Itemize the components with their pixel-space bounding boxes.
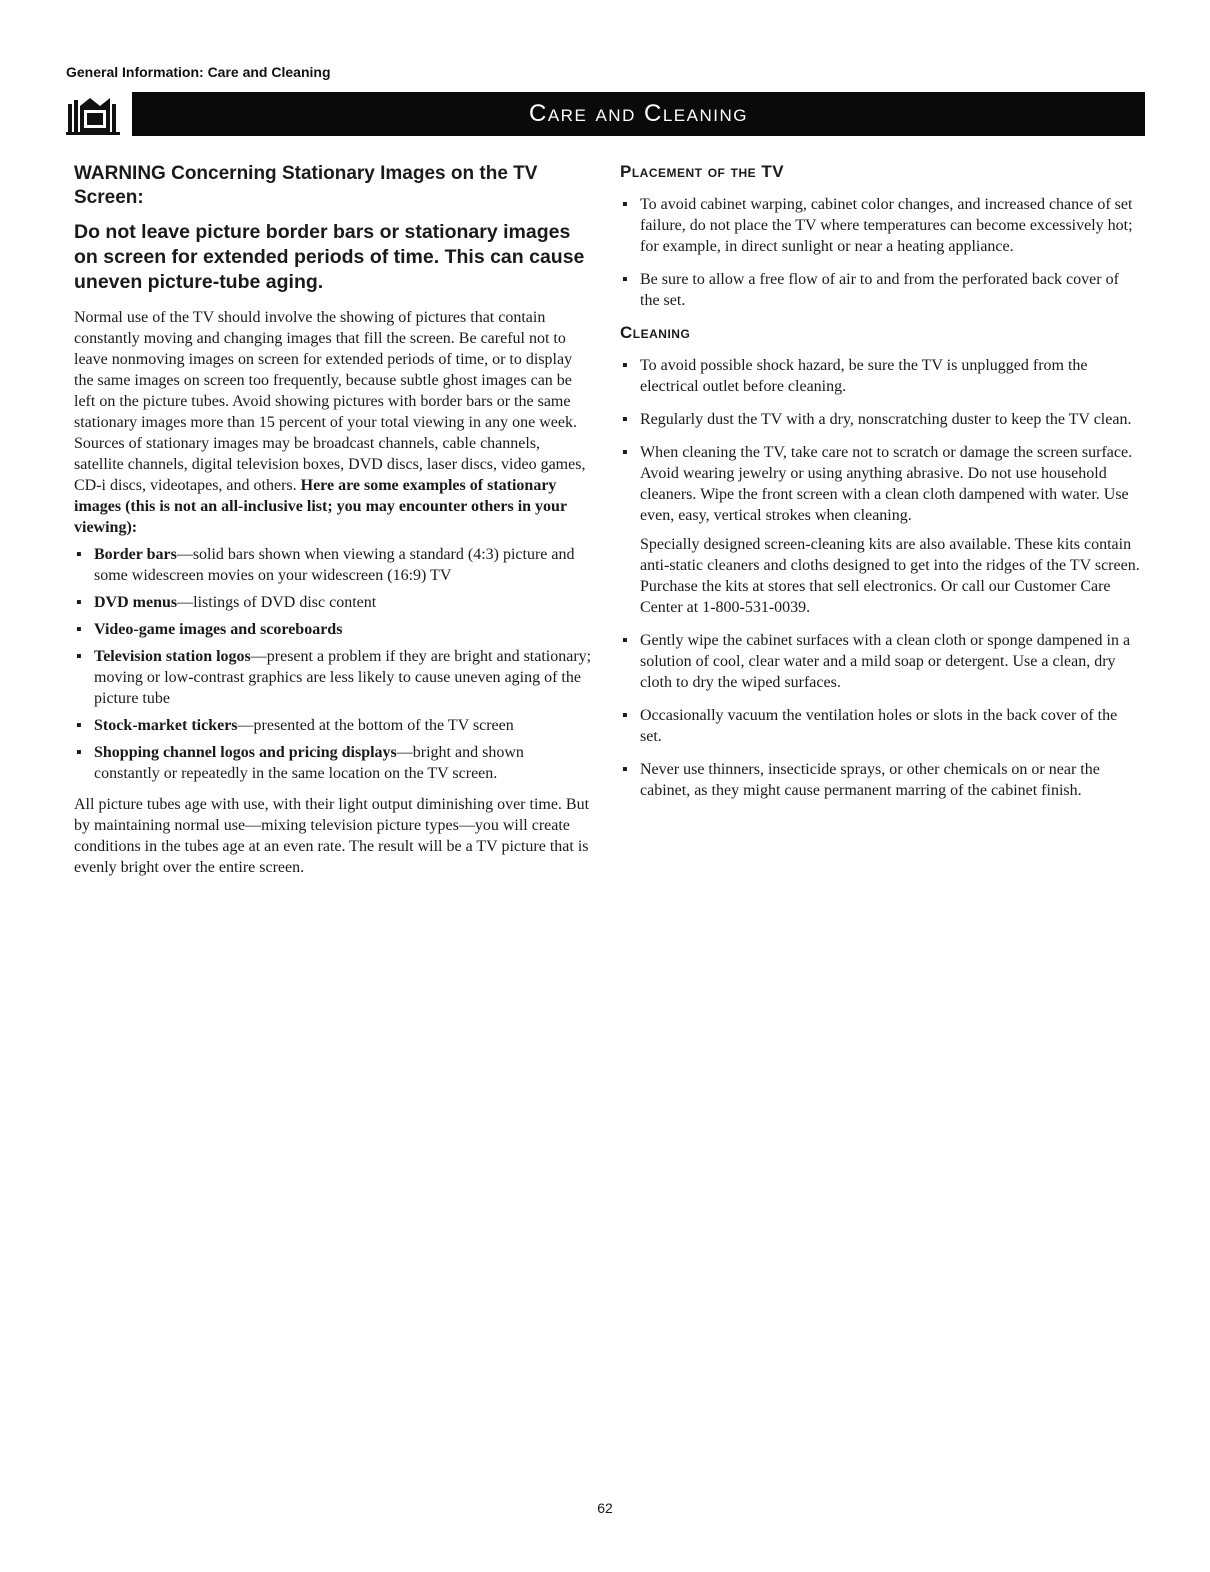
list-item: ▪ Border bars—solid bars shown when viewing a standard (4:3) picture and some widescreen movies on your widescreen (16:9) TV [76, 546, 575, 584]
left-column [74, 162, 592, 884]
cleaning-text: When cleaning the TV, take care not to scratch or damage the screen surface. Avoid wearing jewelry or using anything abrasive. Do not use household cleaners. Wipe the front screen with a clean cloth dampened with water. Use even, easy, vertical strokes when cleaning. [640, 444, 1133, 524]
tv-manual-logo-icon [66, 90, 120, 136]
placement-list [620, 194, 1142, 311]
example-text: —listings of DVD disc content [177, 594, 377, 611]
cleaning-list-b [620, 630, 1142, 801]
cleaning-heading: Cleaning [620, 323, 691, 342]
cleaning-text: Gently wipe the cabinet surfaces with a clean cloth or sponge dampened in a solution of cool, clear water and a mild soap or detergent. Use a clean, dry cloth to dry the wiped surfaces. [640, 632, 1131, 691]
cleaning-list-a [620, 355, 1142, 526]
example-term: Stock-market tickers [94, 717, 238, 734]
list-item: ▪ Occasionally vacuum the ventilation holes or slots in the back cover of the set. [622, 707, 1118, 745]
cleaning-text: Occasionally vacuum the ventilation holes or slots in the back cover of the set. [640, 707, 1118, 745]
example-term: Shopping channel logos and pricing displays [94, 744, 397, 761]
placement-text: Be sure to allow a free flow of air to and from the perforated back cover of the set. [640, 271, 1119, 309]
list-item: ▪ Be sure to allow a free flow of air to and from the perforated back cover of the set. [622, 271, 1119, 309]
example-text: —present a problem if they are bright and stationary; moving or low-contrast graphics are less likely to cause uneven aging of the picture tube [94, 648, 592, 707]
intro-bold-text: Here are some examples of stationary images (this is not an all-inclusive list; you may encounter others in your viewing): [74, 477, 567, 536]
example-text: —solid bars shown when viewing a standard (4:3) picture and some widescreen movies on your widescreen (16:9) TV [94, 546, 575, 584]
stationary-examples-list [74, 544, 592, 784]
list-item: ▪ To avoid cabinet warping, cabinet color changes, and increased chance of set failure, do not place the TV where temperatures can become excessively hot; for example, in direct sunlight or near a heating appliance. [622, 196, 1133, 255]
example-term: DVD menus [94, 594, 178, 611]
list-item: ▪ Video-game images and scoreboards [76, 621, 343, 638]
example-term: Border bars [94, 546, 177, 563]
placement-text: To avoid cabinet warping, cabinet color changes, and increased chance of set failure, do not place the TV where temperatures can become excessively hot; for example, in direct sunlight or near a heating appliance. [640, 196, 1133, 255]
intro-paragraph [74, 307, 592, 538]
warning-subtitle: Do not leave picture border bars or stationary images on screen for extended periods of time. This can cause uneven picture-tube aging. [74, 221, 585, 293]
cleaning-text: Regularly dust the TV with a dry, nonscratching duster to keep the TV clean. [640, 411, 1132, 428]
list-item: ▪ DVD menus—listings of DVD disc content [76, 594, 377, 611]
intro-text: Normal use of the TV should involve the showing of pictures that contain constantly moving and changing images that fill the screen. Be careful not to leave nonmoving images on screen for extended periods of time, or to display the same images on screen too frequently, because subtle ghost images can be left on the picture tubes. Avoid showing pictures with border bars or the same stationary images more than 15 percent of your total viewing in any one week. Sources of stationary images may be broadcast channels, cable channels, satellite channels, digital television boxes, DVD discs, laser discs, video games, CD-i discs, videotapes, and others. [74, 309, 586, 494]
list-item: ▪ Regularly dust the TV with a dry, nonscratching duster to keep the TV clean. [622, 411, 1132, 428]
page-title-banner: Care and Cleaning [132, 92, 1145, 136]
page-number: 62 [597, 1500, 613, 1516]
cleaning-text: To avoid possible shock hazard, be sure the TV is unplugged from the electrical outlet before cleaning. [640, 357, 1088, 395]
example-text: —presented at the bottom of the TV screen [237, 717, 514, 734]
list-item: ▪ Never use thinners, insecticide sprays, or other chemicals on or near the cabinet, as they might cause permanent marring of the cabinet finish. [622, 761, 1100, 799]
right-column [620, 162, 1142, 813]
example-text: —bright and shown constantly or repeatedly in the same location on the TV screen. [94, 744, 524, 782]
list-item: ▪ When cleaning the TV, take care not to scratch or damage the screen surface. Avoid wearing jewelry or using anything abrasive. Do not use household cleaners. Wipe the front screen with a clean cloth dampened with water. Use even, easy, vertical strokes when cleaning. [622, 444, 1133, 524]
warning-title: WARNING Concerning Stationary Images on the TV Screen: [74, 163, 538, 208]
list-item: ▪ Shopping channel logos and pricing displays—bright and shown constantly or repeatedly in the same location on the TV screen. [76, 744, 524, 782]
list-item: ▪ Gently wipe the cabinet surfaces with a clean cloth or sponge dampened in a solution of cool, clear water and a mild soap or detergent. Use a clean, dry cloth to dry the wiped surfaces. [622, 632, 1131, 691]
list-item: ▪ Television station logos—present a problem if they are bright and stationary; moving or low-contrast graphics are less likely to cause uneven aging of the picture tube [76, 648, 592, 707]
list-item: ▪ Stock-market tickers—presented at the bottom of the TV screen [76, 717, 514, 734]
closing-paragraph: All picture tubes age with use, with their light output diminishing over time. But by maintaining normal use—mixing television picture types—you will create conditions in the tubes age at an even rate. The result will be a TV picture that is evenly bright over the entire screen. [74, 796, 590, 876]
list-item: ▪ To avoid possible shock hazard, be sure the TV is unplugged from the electrical outlet before cleaning. [622, 357, 1088, 395]
placement-heading: Placement of the TV [620, 162, 785, 181]
breadcrumb: General Information: Care and Cleaning [66, 64, 331, 80]
example-term: Television station logos [94, 648, 251, 665]
cleaning-text: Never use thinners, insecticide sprays, or other chemicals on or near the cabinet, as they might cause permanent marring of the cabinet finish. [640, 761, 1100, 799]
cleaning-kits-note: Specially designed screen-cleaning kits are also available. These kits contain anti-static cleaners and cloths designed to get into the ridges of the TV screen. Purchase the kits at stores that sell electronics. Or call our Customer Care Center at 1-800-531-0039. [640, 536, 1140, 616]
example-term: Video-game images and scoreboards [94, 621, 343, 638]
